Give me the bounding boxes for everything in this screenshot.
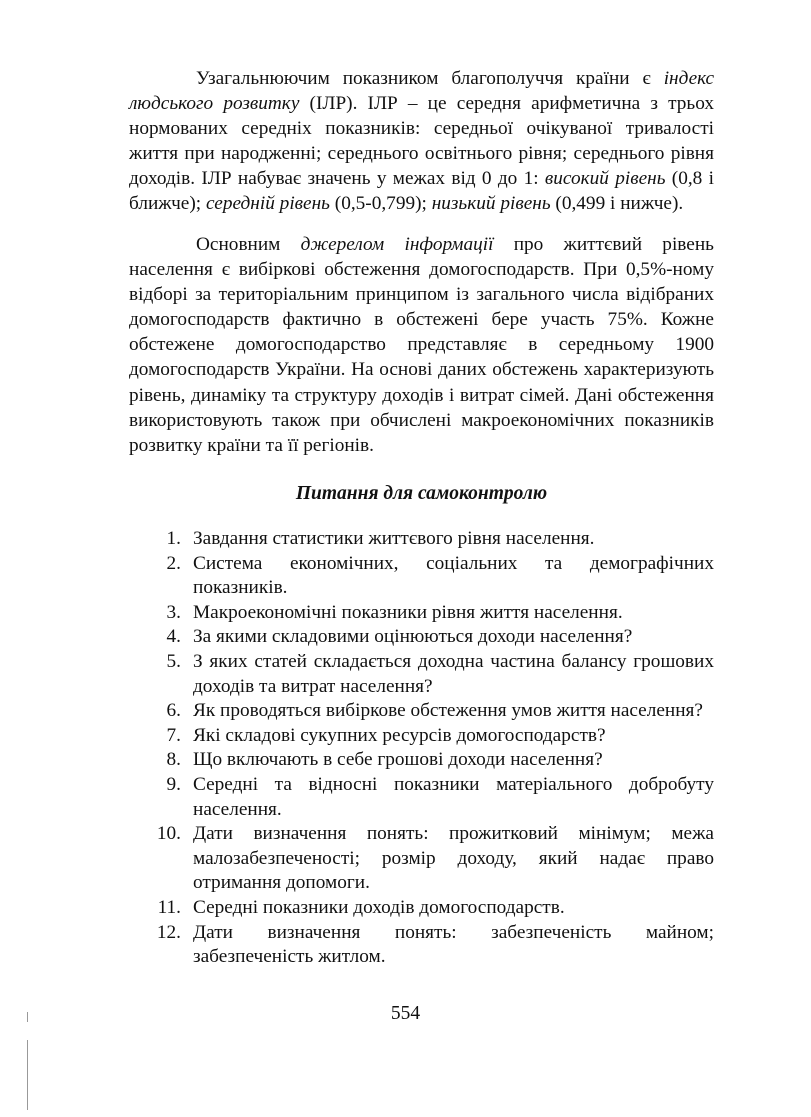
question-number: 7. — [166, 724, 181, 746]
question-item — [129, 699, 714, 724]
question-text: Як проводяться вибіркове обстеження умов життя населення? — [193, 700, 703, 722]
question-item — [129, 748, 714, 773]
question-text: Макроекономічні показники рівня життя населення. — [193, 601, 623, 623]
question-number: 6. — [166, 700, 181, 722]
p1-range-mid: (0,5-0,799); — [329, 193, 432, 215]
paragraph-survey — [129, 232, 714, 458]
scan-mark — [27, 1012, 28, 1022]
question-item — [129, 650, 714, 699]
question-text: За якими складовими оцінюються доходи населення? — [193, 626, 633, 648]
question-text: Середні та відносні показники матеріального добробуту населення. — [193, 773, 714, 820]
question-text: Середні показники доходів домогосподарств. — [193, 896, 565, 918]
question-number: 1. — [166, 528, 181, 549]
question-number: 5. — [166, 650, 181, 672]
p1-term-mid: середній рівень — [205, 193, 330, 215]
question-number: 3. — [166, 601, 181, 623]
question-item — [129, 625, 714, 650]
question-text: Система економічних, соціальних та демографічних показників. — [193, 552, 714, 599]
question-item — [129, 822, 714, 896]
question-number: 11. — [157, 896, 181, 918]
p1-term-low: низький рівень — [431, 193, 551, 215]
question-item — [129, 773, 714, 822]
p1-text-1: Узагальнюючим показником благополуччя країни є — [196, 68, 664, 89]
section-heading: Питання для самоконтролю — [295, 483, 548, 504]
question-number: 10. — [156, 823, 181, 845]
question-text: Дати визначення понять: прожитковий мінімум; межа малозабезпеченості; розмір доходу, який надає право отримання допомоги. — [193, 823, 714, 894]
question-item — [129, 527, 714, 552]
question-number: 9. — [166, 773, 181, 795]
paragraph-hdi — [129, 66, 714, 217]
question-item — [129, 921, 714, 970]
questions-list — [129, 527, 714, 970]
p2-text-2: про життєвий рівень населення є вибіркові обстеження домогосподарств. При 0,5%-ному відборі за територіальним принципом із загального числа відібраних домогосподарств фактично в обстежені бере участь 75%. Кожне обстежене домогосподарство представляє в середньому 1900 домогосподарств України. На основі даних обстежень характеризують рівень, динаміку та структуру доходів і витрат сімей. Дані обстеження використовують також при обчислені макроекономічних показників розвитку країни та її регіонів. — [129, 234, 714, 456]
scan-mark — [27, 1040, 28, 1110]
question-item — [129, 724, 714, 749]
question-text: Що включають в себе грошові доходи населення? — [193, 749, 603, 771]
p1-term-high: високий рівень — [544, 168, 666, 190]
question-number: 8. — [166, 749, 181, 771]
p1-range-low: (0,499 і нижче). — [550, 193, 684, 215]
question-item — [129, 896, 714, 921]
question-number: 2. — [166, 552, 181, 574]
question-number: 4. — [166, 626, 181, 648]
p2-text-1: Основним — [196, 234, 301, 255]
p1-text-2: (ІЛР). ІЛР – це середня арифметична з трьох нормованих середніх показників: середньої очікуваної тривалості життя при народженні; середнього освітнього рівня; середнього рівня доходів. ІЛР набуває значень у межах від 0 до 1: — [129, 93, 715, 190]
question-text: Дати визначення понять: забезпеченість майном; забезпеченість житлом. — [193, 921, 714, 968]
p1-range-high: (0,8 і ближче); — [129, 168, 714, 215]
page-number: 554 — [390, 1003, 421, 1024]
p1-term-hdi: індекс людського розвитку — [129, 68, 714, 115]
question-text: Завдання статистики життєвого рівня населення. — [193, 528, 595, 549]
question-text: Які складові сукупних ресурсів домогосподарств? — [193, 724, 606, 746]
question-item — [129, 601, 714, 626]
question-item — [129, 552, 714, 601]
question-number: 12. — [156, 921, 181, 943]
question-text: З яких статей складається доходна частина балансу грошових доходів та витрат населення? — [193, 650, 714, 697]
p2-term-source: джерелом інформації — [300, 234, 494, 255]
